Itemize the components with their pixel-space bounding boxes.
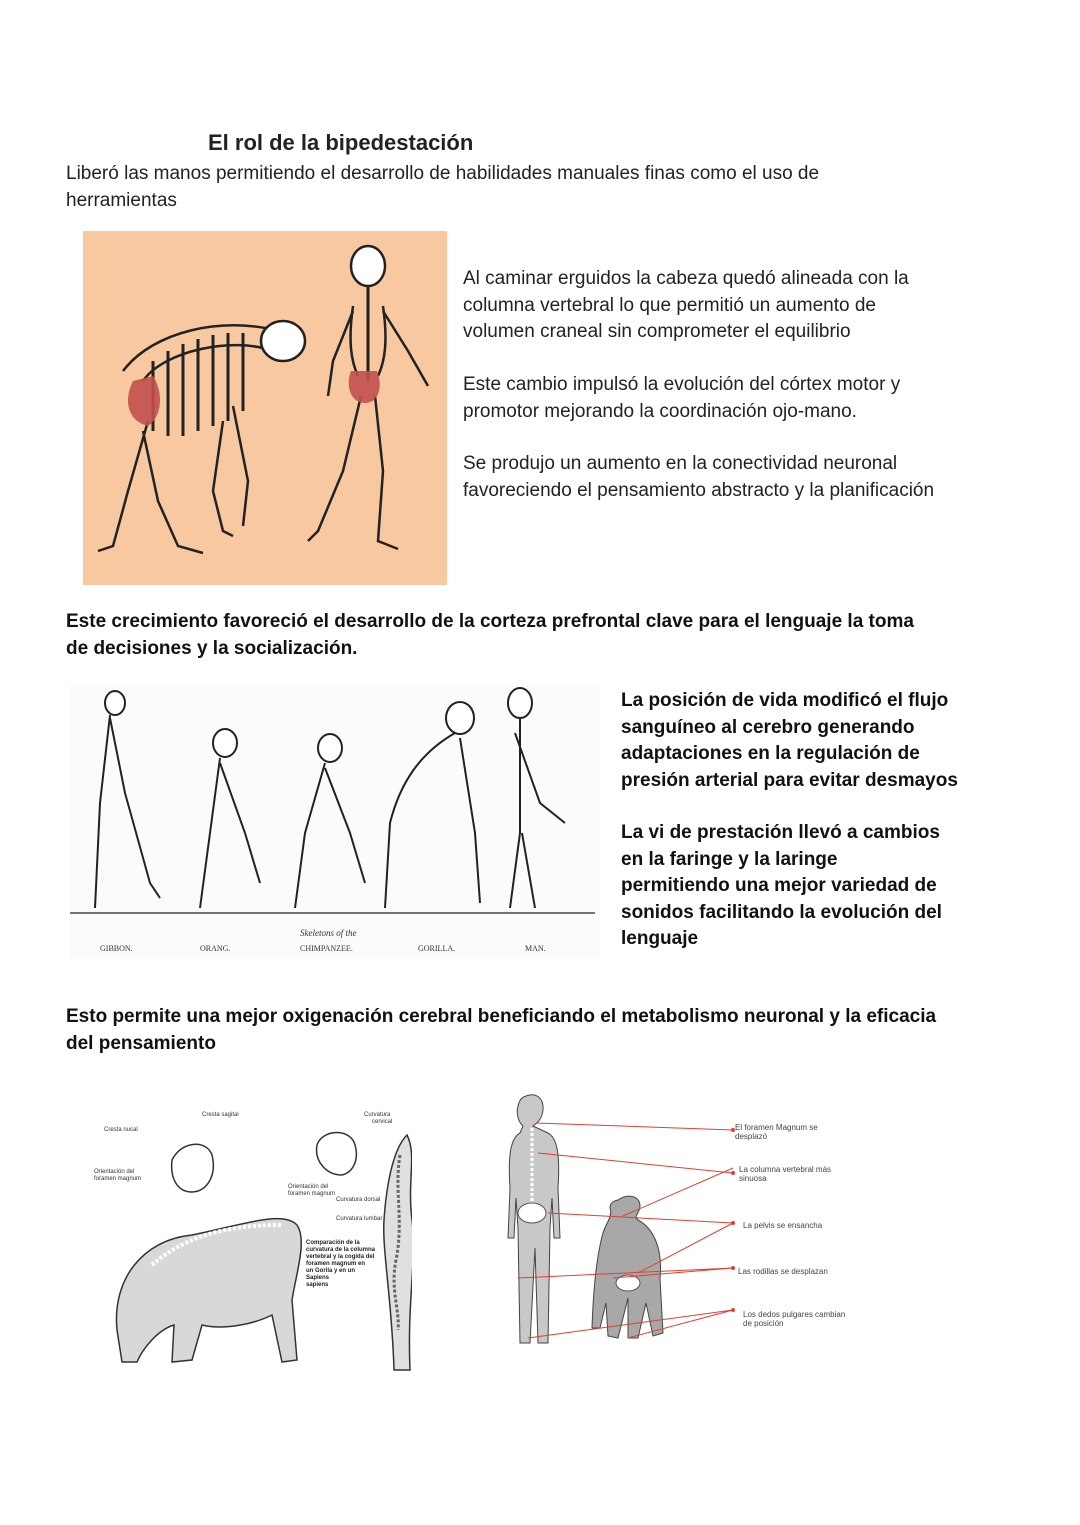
- label-orientacion2-l2: foramen magnum: [288, 1191, 336, 1197]
- bold-oxigenacion: Esto permite una mejor oxigenación cerebral beneficiando el metabolismo neuronal y la eficacia del pensamiento: [66, 1006, 937, 1054]
- label-orientacion1-l1: Orientación del: [94, 1169, 135, 1175]
- label-columna-l1: La columna vertebral más: [739, 1165, 832, 1174]
- label-curvatura-dorsal: Curvatura dorsal: [336, 1197, 381, 1203]
- primate-skeletons-figure: [70, 683, 600, 958]
- human-chimp-anatomy-figure: [488, 1088, 888, 1358]
- label-orang: ORANG.: [200, 944, 231, 953]
- label-chimpanzee: CHIMPANZEE.: [300, 944, 353, 953]
- skeleton-comparison-figure: [83, 231, 447, 585]
- label-pelvis: La pelvis se ensancha: [743, 1221, 823, 1230]
- ape-human-skeleton-illustration: [83, 231, 447, 585]
- label-columna-l2: sinuosa: [739, 1174, 767, 1183]
- label-gibbon: GIBBON.: [100, 944, 133, 953]
- label-cresta-nucal: Cresta nucal: [104, 1127, 138, 1133]
- label-curvatura-cervical-l2: cervical: [372, 1119, 393, 1125]
- figure2-caption: Skeletons of the: [300, 928, 357, 938]
- label-comparacion-6: Sapiens: [306, 1275, 330, 1281]
- label-comparacion-3: vertebral y la cogida del: [306, 1254, 375, 1260]
- bold-flujo-sanguineo: La posición de vida modificó el flujo sanguíneo al cerebro generando adaptaciones en la regulación de presión arterial para evitar desmayos: [621, 690, 958, 791]
- gorilla-sapiens-spine-figure: [82, 1100, 412, 1375]
- primate-skeleton-lineup: [70, 683, 600, 958]
- label-comparacion-2: curvatura de la columna: [306, 1247, 376, 1253]
- label-orientacion2-l1: Orientación del: [288, 1184, 329, 1190]
- label-foramen-l1: El foramen Magnum se: [735, 1123, 818, 1132]
- label-comparacion-5: un Gorila y en un: [306, 1268, 356, 1274]
- bold-faringe-laringe: La vi de prestación llevó a cambios en la faringe y la laringe permitiendo una mejor variedad de sonidos facilitando la evolución del lenguaje: [621, 822, 942, 949]
- label-dedos-l2: de posición: [743, 1319, 784, 1328]
- label-foramen-l2: desplazó: [735, 1132, 768, 1141]
- label-curvatura-cervical-l1: Curvatura: [364, 1112, 391, 1118]
- label-rodillas: Las rodillas se desplazan: [738, 1267, 828, 1276]
- label-comparacion-7: sapiens: [306, 1282, 329, 1288]
- label-comparacion-1: Comparación de la: [306, 1240, 360, 1246]
- paragraph-craneal: Al caminar erguidos la cabeza quedó alineada con la columna vertebral lo que permitió un aumento de volumen craneal sin comprometer el equilibrio: [463, 268, 909, 342]
- page-title: El rol de la bipedestación: [208, 130, 474, 155]
- label-man: MAN.: [525, 944, 546, 953]
- anatomy-callout-illustration: [488, 1088, 888, 1358]
- bold-prefrontal: Este crecimiento favoreció el desarrollo de la corteza prefrontal clave para el lenguaje la toma de decisiones y la socialización.: [66, 611, 914, 659]
- label-curvatura-lumbar: Curvatura lumbar: [336, 1216, 383, 1222]
- label-dedos-l1: Los dedos pulgares cambian: [743, 1310, 846, 1319]
- label-cresta-sagital: Cresta sagital: [202, 1112, 239, 1118]
- intro-paragraph: Liberó las manos permitiendo el desarrollo de habilidades manuales finas como el uso de herramientas: [66, 163, 820, 211]
- label-gorilla: GORILLA.: [418, 944, 456, 953]
- spine-comparison-illustration: [82, 1100, 412, 1375]
- label-comparacion-4: foramen magnum en: [306, 1261, 366, 1267]
- paragraph-conectividad: Se produjo un aumento en la conectividad neuronal favoreciendo el pensamiento abstracto y la planificación: [463, 453, 935, 501]
- paragraph-cortex: Este cambio impulsó la evolución del córtex motor y promotor mejorando la coordinación ojo-mano.: [463, 374, 901, 422]
- label-orientacion1-l2: foramen magnum: [94, 1176, 142, 1182]
